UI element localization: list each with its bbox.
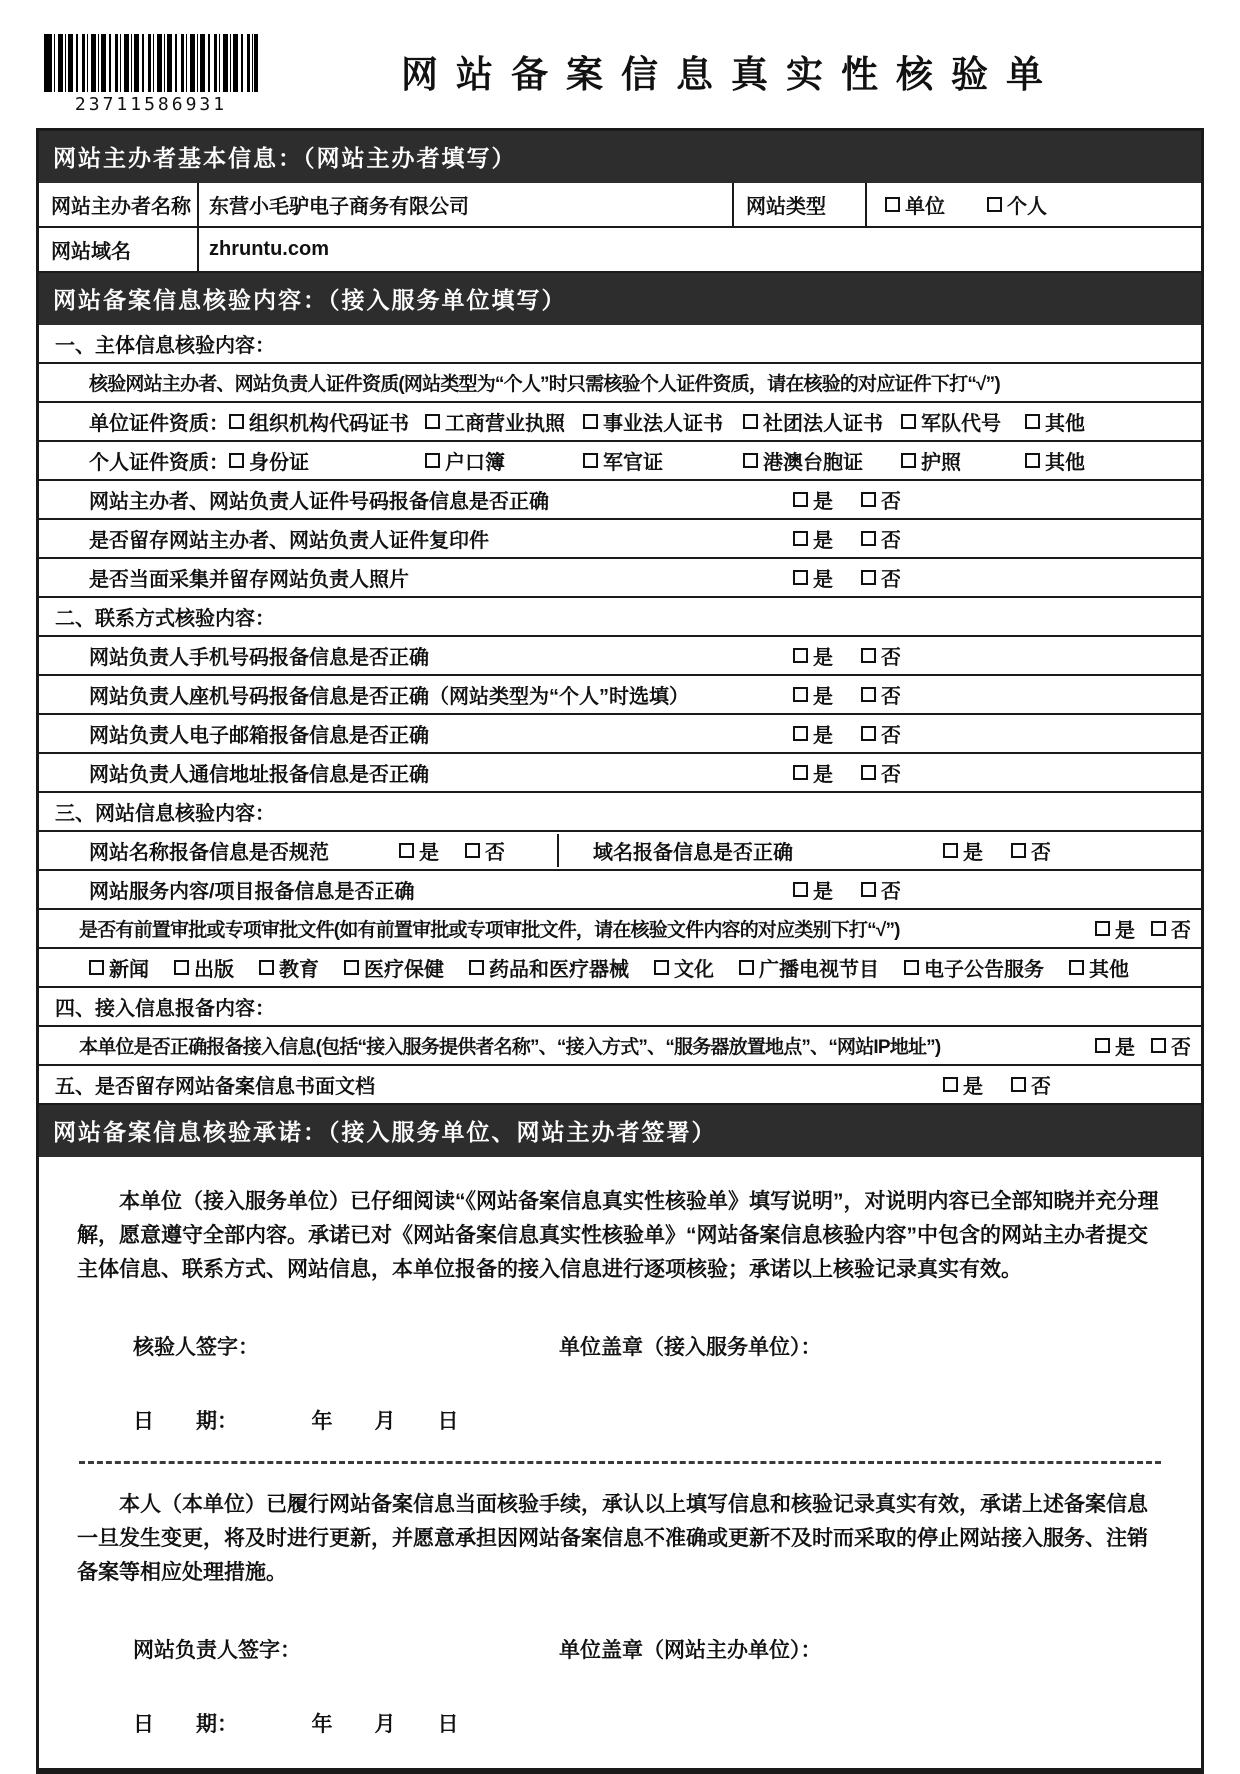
checkbox-yes-icon xyxy=(793,648,808,663)
checkbox-no[interactable] xyxy=(861,875,901,904)
table-row xyxy=(39,949,1201,988)
checkbox-icon xyxy=(901,414,916,429)
checkbox-option[interactable] xyxy=(229,407,425,436)
yes-no-group xyxy=(793,680,1051,709)
no-label: 否 xyxy=(881,530,901,552)
yes-no-group xyxy=(793,485,1051,514)
question-text: 网站主办者、网站负责人证件号码报备信息是否正确 xyxy=(89,491,549,513)
checkbox-yes-icon xyxy=(793,531,808,546)
checkbox-yes-icon xyxy=(793,765,808,780)
option-label: 其他 xyxy=(1089,959,1129,981)
yes-no-group xyxy=(943,1070,1201,1099)
question-text: 本单位是否正确报备接入信息(包括“接入服务提供者名称”、“接入方式”、“服务器放置地点”、“网站IP地址”) xyxy=(79,1037,941,1058)
no-label: 否 xyxy=(485,842,505,864)
signature-row xyxy=(77,1634,1163,1664)
checkbox-option[interactable] xyxy=(425,407,583,436)
question-text: 网站负责人座机号码报备信息是否正确（网站类型为“个人”时选填） xyxy=(89,686,689,708)
checkbox-no[interactable] xyxy=(861,719,901,748)
checkbox-icon xyxy=(1069,960,1084,975)
pledge-paragraph-2: 本人（本单位）已履行网站备案信息当面核验手续，承认以上填写信息和核验记录真实有效，承诺上述备案信息一旦发生变更，将及时进行更新，并愿意承担因网站备案信息不准确或更新不及时而采取的停止网站接入服务、注销备案等相应处理措施。 xyxy=(77,1493,1148,1584)
checkbox-yes[interactable] xyxy=(793,719,833,748)
barcode-number: 23711586931 xyxy=(74,94,228,115)
checkbox-no-icon xyxy=(1151,1038,1166,1053)
form-table xyxy=(36,128,1204,1774)
dashed-divider xyxy=(79,1461,1161,1464)
checkbox-no-icon xyxy=(1011,843,1026,858)
yes-no-group xyxy=(1095,1031,1201,1060)
checkbox-option[interactable] xyxy=(901,407,1025,436)
checkbox-option[interactable] xyxy=(174,953,234,982)
checkbox-icon xyxy=(1025,453,1040,468)
table-row xyxy=(39,637,1201,676)
yes-label: 是 xyxy=(963,842,983,864)
option-label: 身份证 xyxy=(249,452,309,474)
checkbox-yes[interactable] xyxy=(943,1070,983,1099)
pledge-paragraph-1: 本单位（接入服务单位）已仔细阅读“《网站备案信息真实性核验单》填写说明”，对说明内容已全部知晓并充分理解，愿意遵守全部内容。承诺已对《网站备案信息真实性核验单》“网站备案信息核验内容”中包含的网站主办者提交主体信息、联系方式、网站信息，本单位报备的接入信息进行逐项核验；承诺以上核验记录真实有效。 xyxy=(77,1190,1159,1281)
checkbox-yes[interactable] xyxy=(793,758,833,787)
checkbox-icon xyxy=(654,960,669,975)
organizer-name-field[interactable]: 东营小毛驴电子商务有限公司 xyxy=(199,183,734,226)
checkbox-option[interactable] xyxy=(904,953,1044,982)
checkbox-icon xyxy=(743,414,758,429)
domain-label: 网站域名 xyxy=(39,228,199,271)
checkbox-option[interactable] xyxy=(901,446,1025,475)
checkbox-no[interactable] xyxy=(861,680,901,709)
checkbox-no-icon xyxy=(1011,1077,1026,1092)
yes-label: 是 xyxy=(813,569,833,591)
checkbox-option[interactable] xyxy=(654,953,714,982)
split-cell-right xyxy=(559,836,1201,865)
site-manager-signature-label[interactable]: 网站负责人签字： xyxy=(133,1639,301,1662)
checkbox-no[interactable] xyxy=(1151,1031,1191,1060)
checkbox-option[interactable] xyxy=(1069,953,1129,982)
yes-no-group xyxy=(399,836,557,865)
yes-label: 是 xyxy=(813,881,833,903)
checkbox-icon xyxy=(229,414,244,429)
no-label: 否 xyxy=(1171,920,1191,942)
option-label: 其他 xyxy=(1045,413,1085,435)
option-label: 药品和医疗器械 xyxy=(489,959,629,981)
yes-label: 是 xyxy=(813,725,833,747)
checkbox-no[interactable] xyxy=(861,563,901,592)
checkbox-icon xyxy=(89,960,104,975)
checkbox-option[interactable] xyxy=(344,953,444,982)
checkbox-icon xyxy=(743,453,758,468)
table-row xyxy=(39,183,1201,228)
table-row xyxy=(39,793,1201,832)
question-text: 网站名称报备信息是否规范 xyxy=(89,842,329,864)
checkbox-no[interactable] xyxy=(861,485,901,514)
question-text: 是否留存网站主办者、网站负责人证件复印件 xyxy=(89,530,489,552)
options-group-label: 个人证件资质： xyxy=(89,452,229,474)
question-text: 域名报备信息是否正确 xyxy=(593,842,793,864)
table-row xyxy=(39,325,1201,364)
option-label: 组织机构代码证书 xyxy=(249,413,409,435)
checkbox-option[interactable] xyxy=(583,407,743,436)
no-label: 否 xyxy=(881,569,901,591)
no-label: 否 xyxy=(1171,1037,1191,1059)
checkbox-yes[interactable] xyxy=(793,875,833,904)
yes-label: 是 xyxy=(419,842,439,864)
checkbox-no-icon xyxy=(861,648,876,663)
section-header-basic-info: 网站主办者基本信息：（网站主办者填写） xyxy=(39,131,1201,183)
checkbox-option[interactable] xyxy=(1025,407,1085,436)
site-type-options xyxy=(867,183,1201,226)
checkbox-option[interactable] xyxy=(425,446,583,475)
checkbox-yes[interactable] xyxy=(793,485,833,514)
page-header xyxy=(44,34,1204,115)
checkbox-personal-icon xyxy=(987,197,1002,212)
signature-row xyxy=(77,1331,1163,1361)
checkbox-option[interactable] xyxy=(743,446,901,475)
checkbox-icon xyxy=(174,960,189,975)
option-label: 社团法人证书 xyxy=(763,413,883,435)
checkbox-no[interactable] xyxy=(1151,914,1191,943)
option-label: 文化 xyxy=(674,959,714,981)
option-label: 出版 xyxy=(194,959,234,981)
option-label: 户口簿 xyxy=(445,452,505,474)
verifier-signature-label[interactable]: 核验人签字： xyxy=(133,1336,259,1359)
question-text: 是否当面采集并留存网站负责人照片 xyxy=(89,569,409,591)
checkbox-yes[interactable] xyxy=(1095,1031,1135,1060)
table-row xyxy=(39,676,1201,715)
no-label: 否 xyxy=(1031,1076,1051,1098)
checkbox-no[interactable] xyxy=(465,836,505,865)
no-label: 否 xyxy=(881,686,901,708)
checkbox-yes-icon xyxy=(943,1077,958,1092)
checkbox-icon xyxy=(901,453,916,468)
checkbox-option[interactable] xyxy=(1025,446,1085,475)
checkbox-yes-icon xyxy=(793,570,808,585)
split-cell-left xyxy=(39,834,559,867)
checkbox-personal[interactable] xyxy=(987,190,1047,219)
table-row xyxy=(39,598,1201,637)
option-label: 护照 xyxy=(921,452,961,474)
option-label: 新闻 xyxy=(109,959,149,981)
checkbox-no-icon xyxy=(861,726,876,741)
yes-no-group xyxy=(793,719,1051,748)
table-row xyxy=(39,403,1201,442)
checkbox-icon xyxy=(259,960,274,975)
checkbox-icon xyxy=(344,960,359,975)
option-label: 广播电视节目 xyxy=(759,959,879,981)
table-row xyxy=(39,481,1201,520)
section-title: 一、主体信息核验内容： xyxy=(55,335,275,357)
question-text: 网站负责人电子邮箱报备信息是否正确 xyxy=(89,725,429,747)
yes-no-group xyxy=(1095,914,1201,943)
option-label: 教育 xyxy=(279,959,319,981)
checkbox-no[interactable] xyxy=(1011,1070,1051,1099)
yes-label: 是 xyxy=(963,1076,983,1098)
checkbox-yes-icon xyxy=(1095,921,1110,936)
checkbox-unit[interactable] xyxy=(885,190,945,219)
section-title: 三、网站信息核验内容： xyxy=(55,803,275,825)
checkbox-icon xyxy=(583,453,598,468)
checkbox-option[interactable] xyxy=(743,407,901,436)
options-group-label: 单位证件资质： xyxy=(89,413,229,435)
checkbox-no[interactable] xyxy=(861,758,901,787)
no-label: 否 xyxy=(881,725,901,747)
checkbox-option[interactable] xyxy=(583,446,743,475)
date-line[interactable]: 日 期： 年 月 日 xyxy=(133,1410,459,1433)
no-label: 否 xyxy=(1031,842,1051,864)
yes-label: 是 xyxy=(813,764,833,786)
checkbox-yes-icon xyxy=(793,882,808,897)
unit-option-label: 单位 xyxy=(905,196,945,218)
table-row xyxy=(39,559,1201,598)
table-row xyxy=(39,715,1201,754)
yes-label: 是 xyxy=(1115,1037,1135,1059)
checkbox-no-icon xyxy=(1151,921,1166,936)
checkbox-yes-icon xyxy=(793,492,808,507)
option-label: 工商营业执照 xyxy=(445,413,565,435)
checkbox-no-icon xyxy=(861,531,876,546)
option-label: 军队代号 xyxy=(921,413,1001,435)
yes-label: 是 xyxy=(813,530,833,552)
site-type-label: 网站类型 xyxy=(734,183,867,226)
checkbox-icon xyxy=(1025,414,1040,429)
yes-label: 是 xyxy=(1115,920,1135,942)
table-row xyxy=(39,871,1201,910)
organizer-seal-label[interactable]: 单位盖章（网站主办单位）： xyxy=(559,1639,822,1662)
option-label: 其他 xyxy=(1045,452,1085,474)
section-header-pledge: 网站备案信息核验承诺：（接入服务单位、网站主办者签署） xyxy=(39,1105,1201,1157)
yes-no-group xyxy=(793,524,1051,553)
organizer-name-label: 网站主办者名称 xyxy=(39,183,199,226)
checkbox-icon xyxy=(425,453,440,468)
table-row xyxy=(39,1066,1201,1105)
yes-no-group xyxy=(793,563,1051,592)
yes-no-group xyxy=(943,836,1201,865)
yes-label: 是 xyxy=(813,491,833,513)
checkbox-yes-icon xyxy=(1095,1038,1110,1053)
yes-no-group xyxy=(793,875,1051,904)
no-label: 否 xyxy=(881,881,901,903)
checkbox-no[interactable] xyxy=(861,524,901,553)
option-label: 事业法人证书 xyxy=(603,413,723,435)
checkbox-yes[interactable] xyxy=(793,680,833,709)
checkbox-yes[interactable] xyxy=(793,524,833,553)
verify-rows xyxy=(39,325,1201,1105)
option-label: 电子公告服务 xyxy=(924,959,1044,981)
table-row xyxy=(39,754,1201,793)
question-text: 网站服务内容/项目报备信息是否正确 xyxy=(89,881,415,903)
barcode-icon xyxy=(44,34,258,92)
yes-no-group xyxy=(793,758,1051,787)
checkbox-yes[interactable] xyxy=(793,563,833,592)
checkbox-yes-icon xyxy=(399,843,414,858)
question-text: 网站负责人通信地址报备信息是否正确 xyxy=(89,764,429,786)
checkbox-option[interactable] xyxy=(89,953,149,982)
table-row xyxy=(39,832,1201,871)
checkbox-icon xyxy=(583,414,598,429)
question-text: 网站负责人手机号码报备信息是否正确 xyxy=(89,647,429,669)
table-row xyxy=(39,520,1201,559)
checkbox-no[interactable] xyxy=(861,641,901,670)
section-title: 二、联系方式核验内容： xyxy=(55,608,275,630)
checkbox-yes-icon xyxy=(793,726,808,741)
checkbox-no-icon xyxy=(861,570,876,585)
barcode-block xyxy=(44,34,258,115)
option-label: 军官证 xyxy=(603,452,663,474)
yes-no-group xyxy=(793,641,1051,670)
personal-option-label: 个人 xyxy=(1007,196,1047,218)
domain-field[interactable]: zhruntu.com xyxy=(209,238,329,260)
checkbox-no-icon xyxy=(861,492,876,507)
checkbox-yes[interactable] xyxy=(943,836,983,865)
table-row xyxy=(39,1027,1201,1066)
checkbox-no[interactable] xyxy=(1011,836,1051,865)
question-text: 是否有前置审批或专项审批文件(如有前置审批或专项审批文件，请在核验文件内容的对应类别下打“√”) xyxy=(79,920,900,941)
checkbox-no-icon xyxy=(861,687,876,702)
checkbox-yes[interactable] xyxy=(399,836,439,865)
checkbox-option[interactable] xyxy=(739,953,879,982)
isp-seal-label[interactable]: 单位盖章（接入服务单位）： xyxy=(559,1336,822,1359)
table-row xyxy=(39,988,1201,1027)
section-title: 四、接入信息报备内容： xyxy=(55,998,275,1020)
yes-label: 是 xyxy=(813,647,833,669)
checkbox-icon xyxy=(739,960,754,975)
table-row xyxy=(39,228,1201,273)
option-label: 医疗保健 xyxy=(364,959,444,981)
checkbox-no-icon xyxy=(861,765,876,780)
section-header-verify-content: 网站备案信息核验内容：（接入服务单位填写） xyxy=(39,273,1201,325)
table-row xyxy=(39,910,1201,949)
note-text: 核验网站主办者、网站负责人证件资质(网站类型为“个人”时只需核验个人证件资质，请在核验的对应证件下打“√”) xyxy=(89,374,1000,395)
table-row xyxy=(39,364,1201,403)
checkbox-icon xyxy=(469,960,484,975)
checkbox-yes-icon xyxy=(943,843,958,858)
checkbox-option[interactable] xyxy=(229,446,425,475)
checkbox-icon xyxy=(904,960,919,975)
no-label: 否 xyxy=(881,491,901,513)
pledge-section xyxy=(39,1157,1201,1768)
section-title: 五、是否留存网站备案信息书面文档 xyxy=(55,1076,375,1098)
no-label: 否 xyxy=(881,647,901,669)
checkbox-yes[interactable] xyxy=(793,641,833,670)
checkbox-option[interactable] xyxy=(469,953,629,982)
option-label: 港澳台胞证 xyxy=(763,452,863,474)
checkbox-icon xyxy=(229,453,244,468)
checkbox-no-icon xyxy=(465,843,480,858)
checkbox-no-icon xyxy=(861,882,876,897)
date-line[interactable]: 日 期： 年 月 日 xyxy=(133,1713,459,1736)
page-title: 网站备案信息真实性核验单 xyxy=(401,54,1061,95)
checkbox-icon xyxy=(425,414,440,429)
table-row xyxy=(39,442,1201,481)
checkbox-yes-icon xyxy=(793,687,808,702)
checkbox-option[interactable] xyxy=(259,953,319,982)
yes-label: 是 xyxy=(813,686,833,708)
no-label: 否 xyxy=(881,764,901,786)
checkbox-yes[interactable] xyxy=(1095,914,1135,943)
checkbox-unit-icon xyxy=(885,197,900,212)
